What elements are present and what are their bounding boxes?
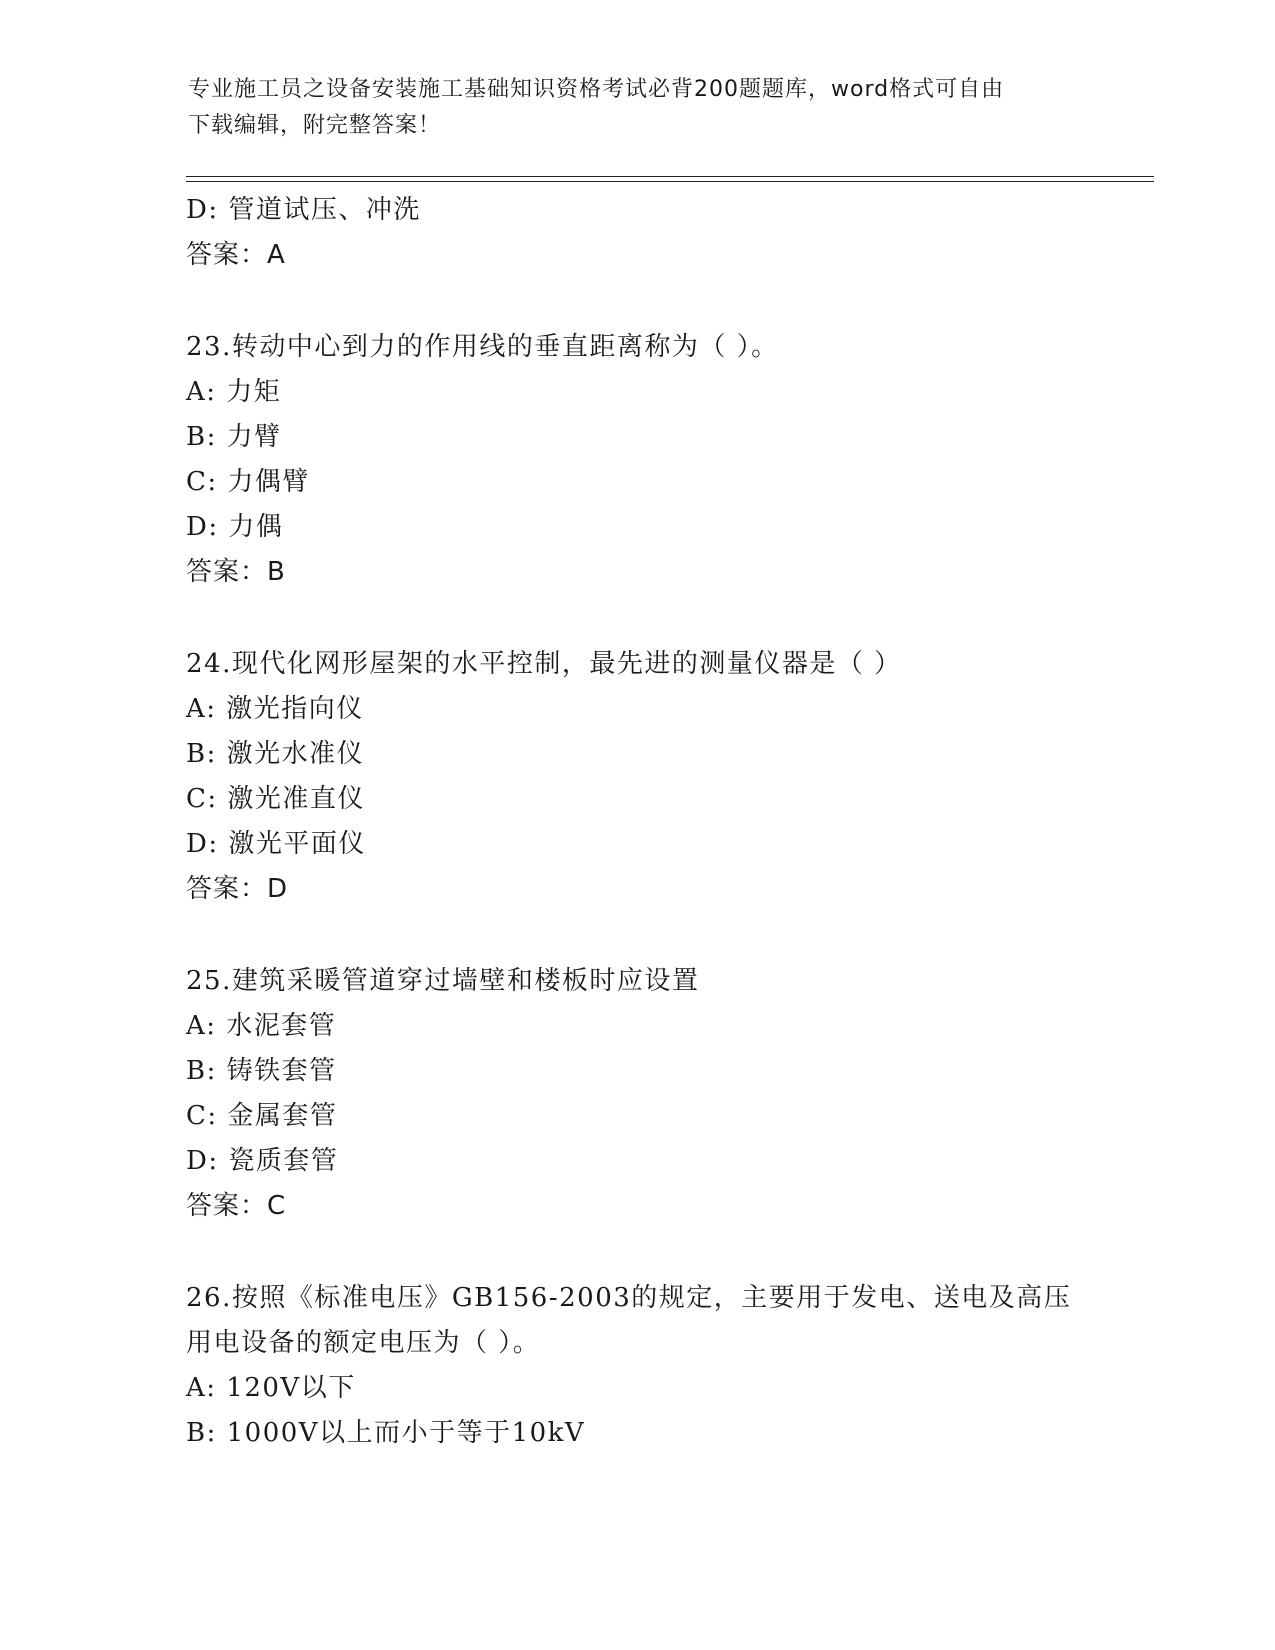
answer-line: 答案：A [186,240,286,270]
spacer [186,912,1086,959]
option-b: B: 铸铁套管 [186,1056,337,1086]
question-22-tail [186,188,1086,278]
question-23 [186,325,1086,595]
question-26 [186,1276,1086,1456]
header-title-line-1: 专业施工员之设备安装施工基础知识资格考试必背200题题库，word格式可自由 [188,77,1005,102]
answer-line: 答案：D [186,874,289,904]
option-c: C: 激光准直仪 [186,784,365,814]
option-b: B: 激光水准仪 [186,739,365,769]
document-header [188,72,1068,144]
option-a: A: 力矩 [186,377,282,407]
option-d: D: 激光平面仪 [186,829,366,859]
question-25 [186,959,1086,1229]
spacer [186,1229,1086,1276]
option-a: A: 水泥套管 [186,1011,337,1041]
option-b: B: 力臂 [186,422,282,452]
option-d: D: 瓷质套管 [186,1146,339,1176]
answer-line: 答案：B [186,557,286,587]
option-c: C: 力偶臂 [186,467,310,497]
option-a: A: 120V以下 [186,1373,356,1403]
answer-line: 答案：C [186,1191,287,1221]
question-stem-line-1: 26.按照《标准电压》GB156-2003的规定，主要用于发电、送电及高压 [186,1283,1072,1313]
question-stem: 24.现代化网形屋架的水平控制，最先进的测量仪器是（ ） [186,649,902,679]
question-stem: 23.转动中心到力的作用线的垂直距离称为（ ）。 [186,332,779,362]
option-c: C: 金属套管 [186,1101,338,1131]
question-stem-line-2: 用电设备的额定电压为（ ）。 [186,1328,541,1358]
spacer [186,278,1086,325]
spacer [186,595,1086,642]
option-b: B: 1000V以上而小于等于10kV [186,1418,586,1448]
option-a: A: 激光指向仪 [186,694,364,724]
option-d: D: 力偶 [186,512,284,542]
header-divider-bottom [186,181,1154,182]
header-title-line-2: 下载编辑，附完整答案！ [188,113,442,138]
question-24 [186,642,1086,912]
header-divider-top [186,176,1154,177]
option-d: D: 管道试压、冲洗 [186,195,421,225]
question-list [186,188,1086,1456]
question-stem: 25.建筑采暖管道穿过墙壁和楼板时应设置 [186,966,700,996]
